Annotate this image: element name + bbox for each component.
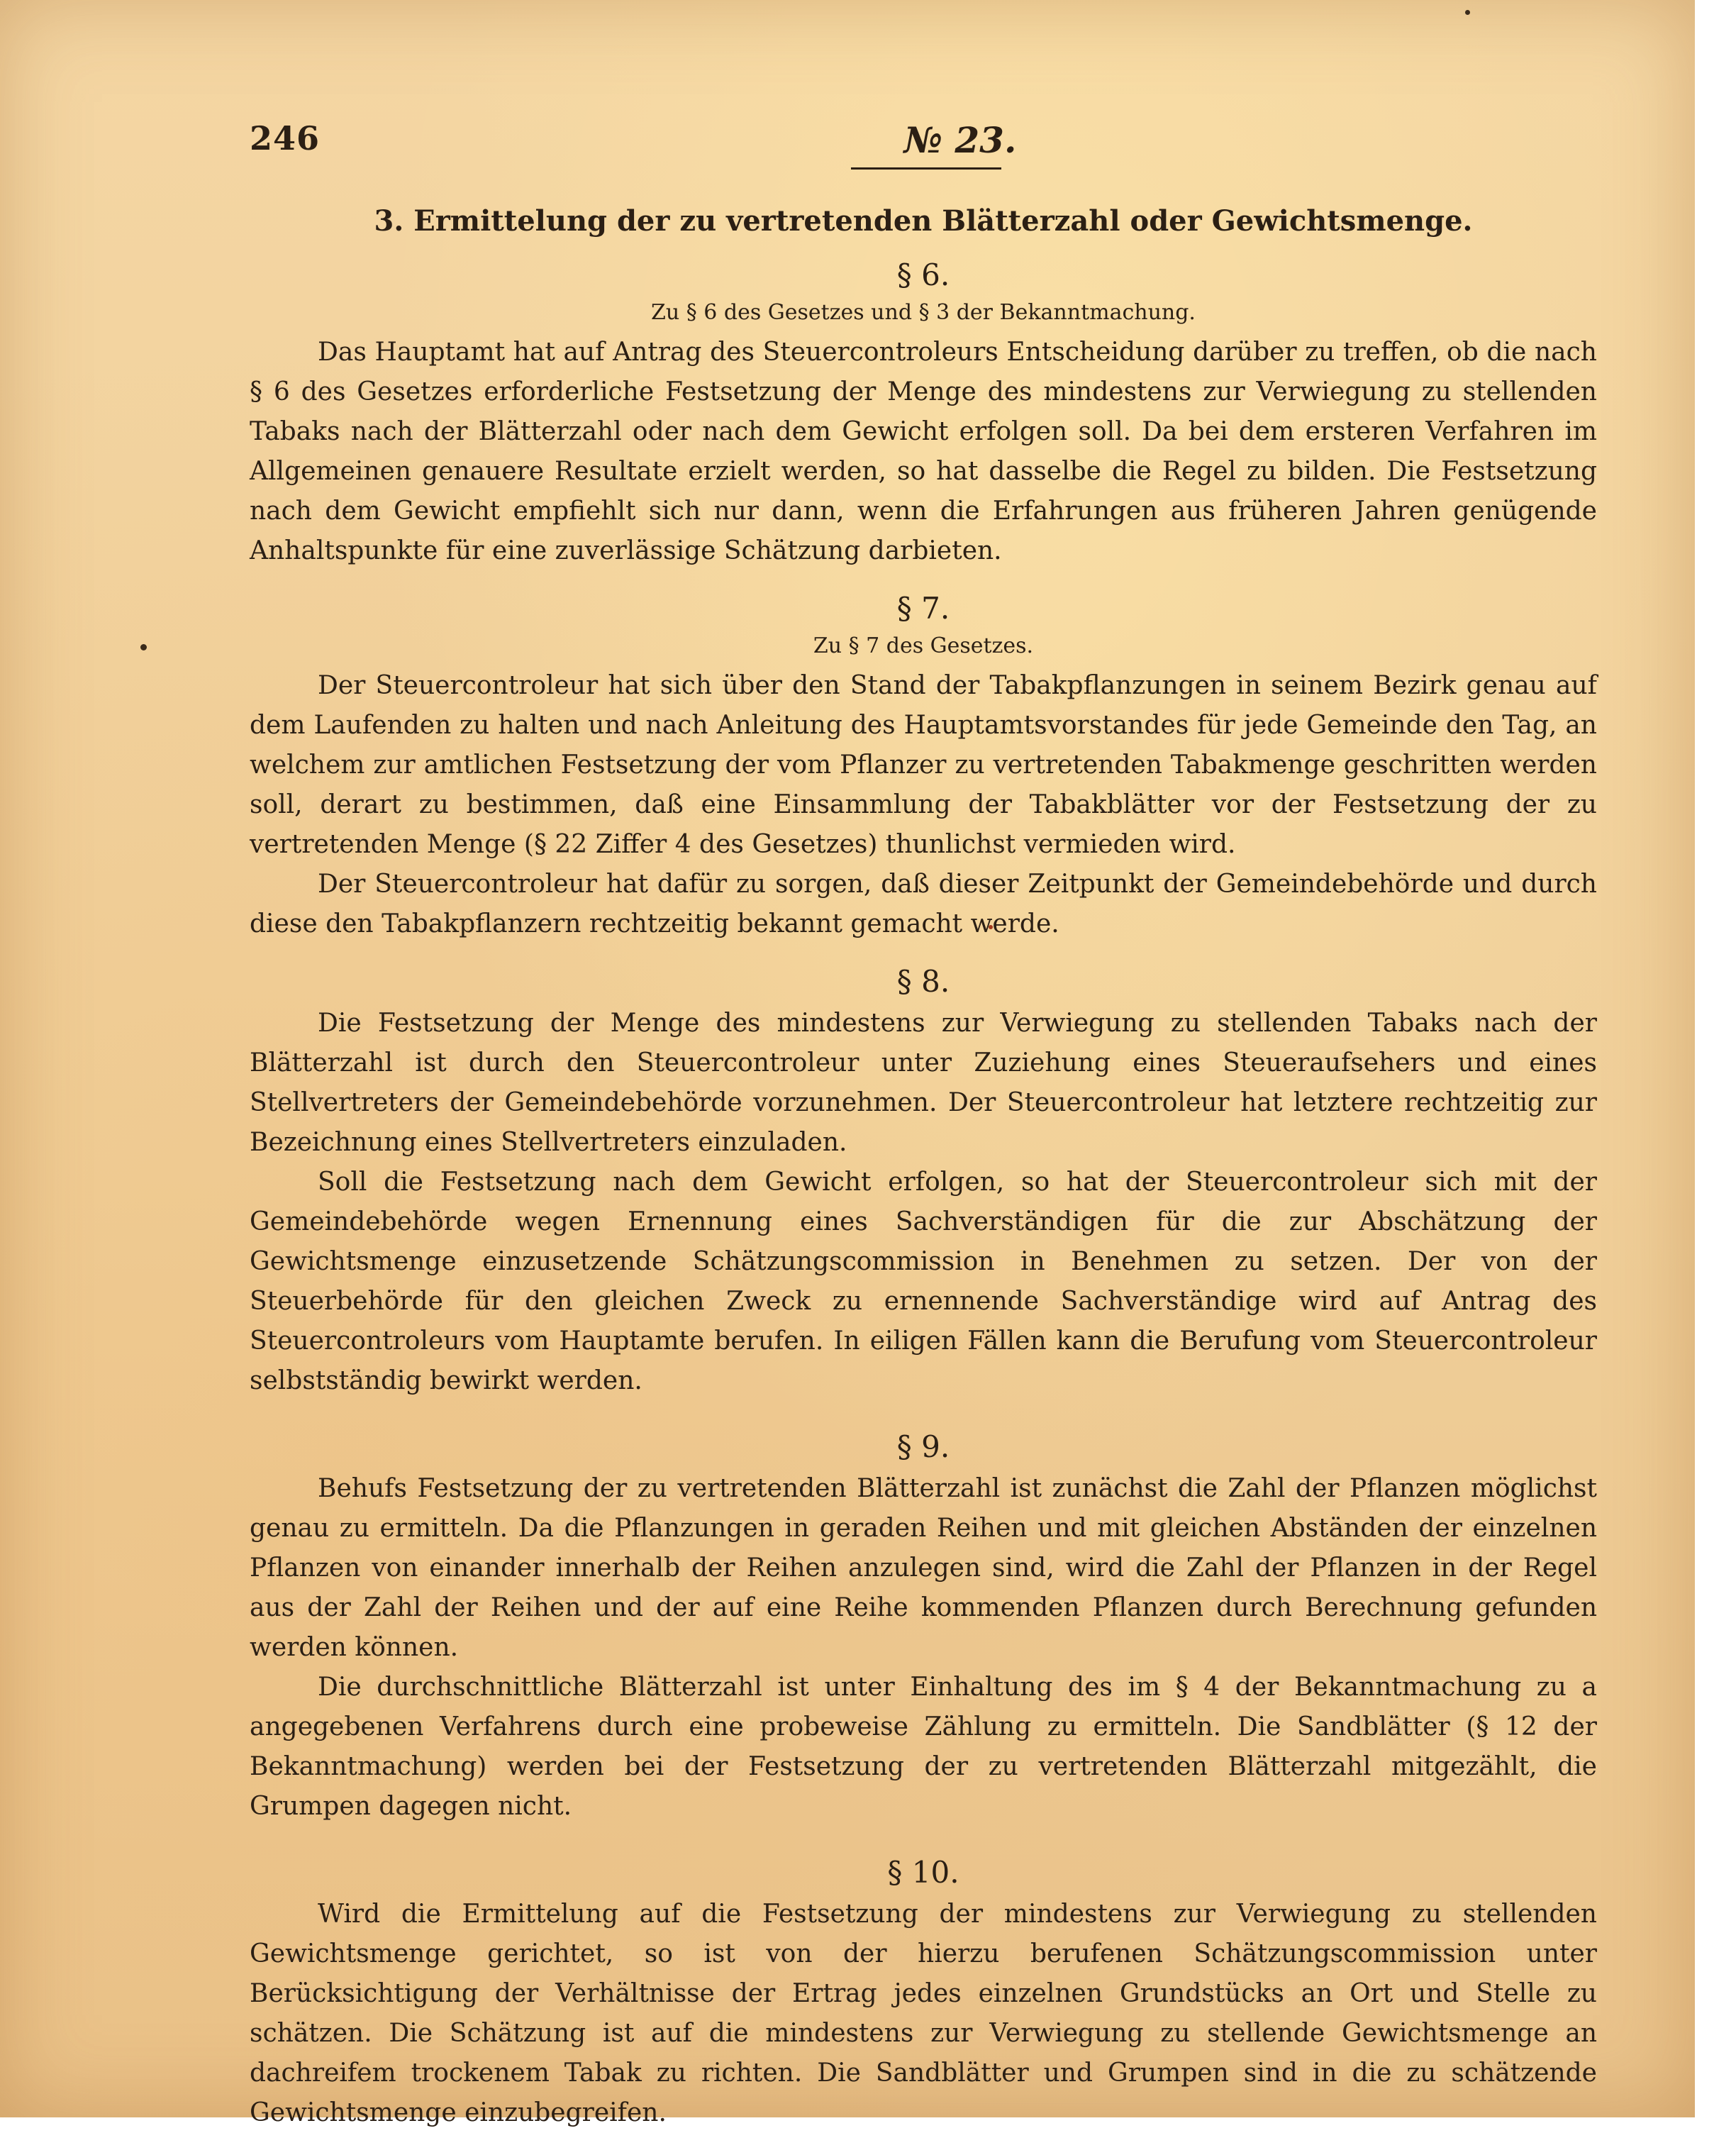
issue-number: № 23. xyxy=(903,119,1017,161)
paragraph-sign-6: § 6. xyxy=(896,257,950,292)
section-heading: 3. Ermittelung der zu vertretenden Blätterzahl oder Gewichtsmenge. xyxy=(374,204,1473,238)
ink-speck xyxy=(1465,10,1470,15)
document-body xyxy=(250,204,1597,2133)
issue-underline xyxy=(851,167,1001,170)
paragraph-text: Die Festsetzung der Menge des mindestens zur Verwiegung zu stellenden Tabaks nach der Blätterzahl ist durch den Steuercontroleur unter Zuziehung eines Steueraufsehers und eines Stellvertreters der Gemeindebehörde vorzunehmen. Der Steuercontroleur hat letztere rechtzeitig zur Bezeichnung eines Stellvertreters einzuladen. xyxy=(250,1009,1597,1157)
paragraph-sign-9: § 9. xyxy=(896,1429,950,1464)
paragraph-sign-7: § 7. xyxy=(896,591,950,626)
paragraph-sign-10: § 10. xyxy=(887,1855,959,1890)
paragraph-reference-7: Zu § 7 des Gesetzes. xyxy=(813,633,1034,658)
ink-speck xyxy=(140,644,147,650)
paragraph-text: Das Hauptamt hat auf Antrag des Steuercontroleurs Entscheidung darüber zu treffen, ob die nach § 6 des Gesetzes erforderliche Festsetzung der Menge des mindestens zur Verwiegung zu stellenden Tabaks nach der Blätterzahl oder nach dem Gewicht erfolgen soll. Da bei dem ersteren Verfahren im Allgemeinen genauere Resultate erzielt werden, so hat dasselbe die Regel zu bilden. Die Festsetzung nach dem Gewicht empfiehlt sich nur dann, wenn die Erfahrungen aus früheren Jahren genügende Anhaltspunkte für eine zuverlässige Schätzung darbieten. xyxy=(250,338,1597,565)
paragraph-text: Soll die Festsetzung nach dem Gewicht erfolgen, so hat der Steuercontroleur sich mit der Gemeindebehörde wegen Ernennung eines Sachverständigen für die zur Abschätzung der Gewichtsmenge einzusetzende Schätzungscommission in Benehmen zu setzen. Der von der Steuerbehörde für den gleichen Zweck zu ernennende Sachverständige wird auf Antrag des Steuercontroleurs vom Hauptamte berufen. In eiligen Fällen kann die Berufung vom Steuercontroleur selbstständig bewirkt werden. xyxy=(250,1168,1597,1395)
paragraph-sign-8: § 8. xyxy=(896,964,950,999)
paragraph-reference-6: Zu § 6 des Gesetzes und § 3 der Bekanntmachung. xyxy=(651,300,1196,325)
paragraph-text: Der Steuercontroleur hat dafür zu sorgen, daß dieser Zeitpunkt der Gemeindebehörde und durch diese den Tabakpflanzern rechtzeitig bekannt gemacht werde. xyxy=(250,870,1597,938)
paragraph-text: Der Steuercontroleur hat sich über den Stand der Tabakpflanzungen in seinem Bezirk genau auf dem Laufenden zu halten und nach Anleitung des Hauptamtsvorstandes für jede Gemeinde den Tag, an welchem zur amtlichen Festsetzung der vom Pflanzer zu vertretenden Tabakmenge geschritten werden soll, derart zu bestimmen, daß eine Einsammlung der Tabakblätter vor der Festsetzung der zu vertretenden Menge (§ 22 Ziffer 4 des Gesetzes) thunlichst vermieden wird. xyxy=(250,671,1597,859)
page-header xyxy=(250,119,1597,176)
paragraph-text: Wird die Ermittelung auf die Festsetzung der mindestens zur Verwiegung zu stellenden Gewichtsmenge gerichtet, so ist von der hierzu berufenen Schätzungscommission unter Berücksichtigung der Verhältnisse der Ertrag jedes einzelnen Grundstücks an Ort und Stelle zu schätzen. Die Schätzung ist auf die mindestens zur Verwiegung zu stellende Gewichtsmenge an dachreifem trockenem Tabak zu richten. Die Sandblätter und Grumpen sind in die zu schätzende Gewichtsmenge einzubegreifen. xyxy=(250,1900,1597,2127)
page-number: 246 xyxy=(250,119,321,157)
paragraph-text: Die durchschnittliche Blätterzahl ist unter Einhaltung des im § 4 der Bekanntmachung zu a angegebenen Verfahrens durch eine probeweise Zählung zu ermitteln. Die Sandblätter (§ 12 der Bekanntmachung) werden bei der Festsetzung der zu vertretenden Blätterzahl mitgezählt, die Grumpen dagegen nicht. xyxy=(250,1673,1597,1821)
paragraph-text: Behufs Festsetzung der zu vertretenden Blätterzahl ist zunächst die Zahl der Pflanzen möglichst genau zu ermitteln. Da die Pflanzungen in geraden Reihen und mit gleichen Abständen der einzelnen Pflanzen von einander innerhalb der Reihen anzulegen sind, wird die Zahl der Pflanzen in der Regel aus der Zahl der Reihen und der auf eine Reihe kommenden Pflanzen durch Berechnung gefunden werden können. xyxy=(250,1474,1597,1662)
